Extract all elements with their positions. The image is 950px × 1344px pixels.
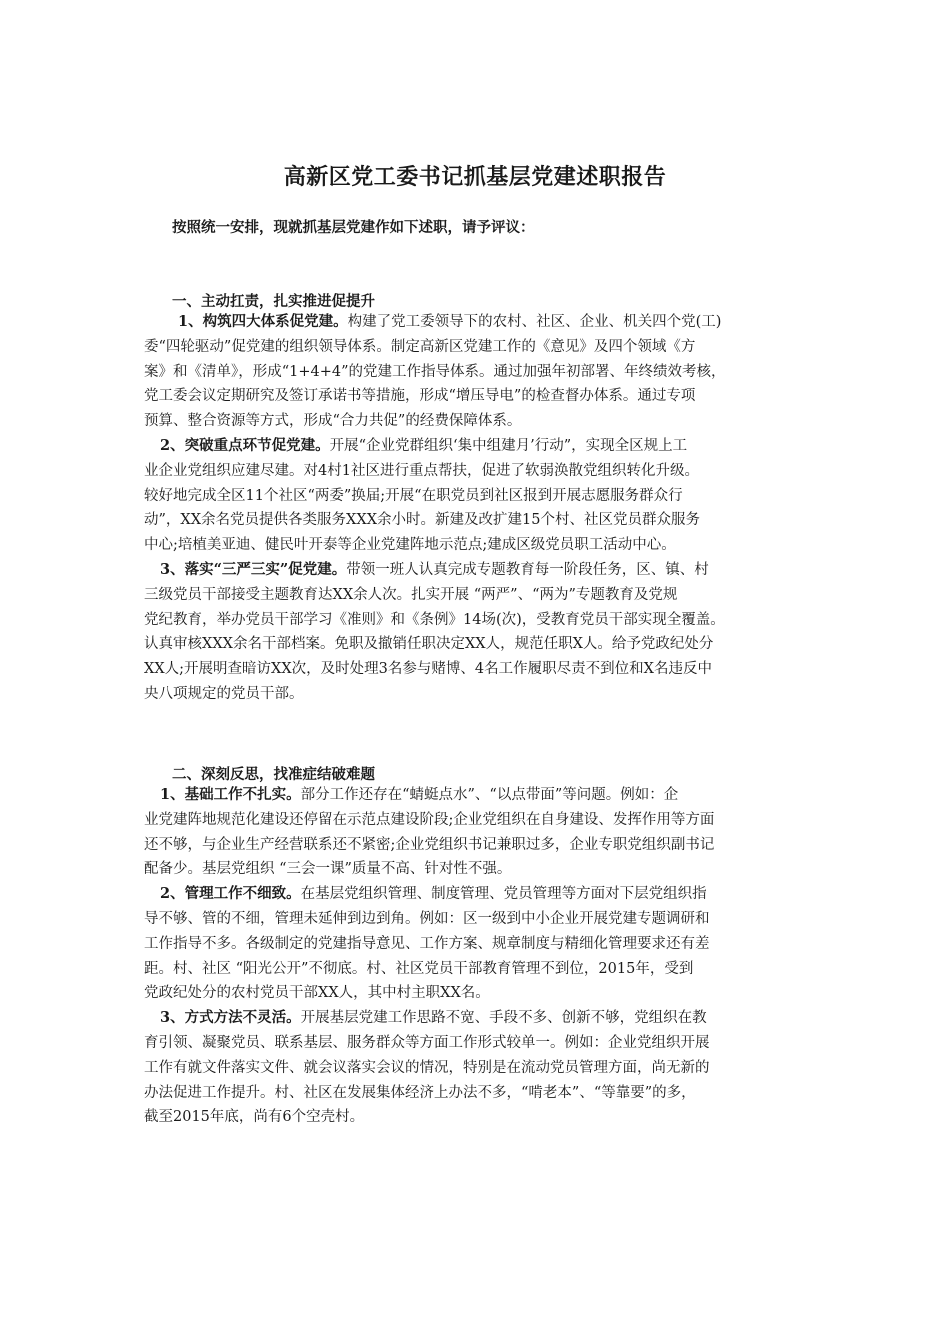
paragraph-line: 案》和《清单》，形成“1+4+4”的党建工作指导体系。通过加强年初部署、年终绩效考核， [144,363,726,380]
section-1-heading: 一、主动扛责，扎实推进促提升 [172,293,375,310]
paragraph-line: 业党建阵地规范化建设还停留在示范点建设阶段;企业党组织在自身建设、发挥作用等方面 [144,811,715,828]
paragraph-line: 党政纪处分的农村党员干部XX人，其中村主职XX名。 [144,985,490,1002]
section-2-body [144,783,814,1130]
paragraph-line: 2、突破重点环节促党建。开展“企业党群组织‘集中组建月’行动”，实现全区规上工 [160,436,688,454]
paragraph-line: 距。村、社区 “阳光公开”不彻底。村、社区党员干部教育管理不到位，2015年，受到 [144,960,694,977]
paragraph-line: 工作指导不多。各级制定的党建指导意见、工作方案、规章制度与精细化管理要求还有差 [144,935,710,952]
intro-paragraph: 按照统一安排，现就抓基层党建作如下述职，请予评议： [172,219,535,236]
section-1-body [144,310,814,707]
paragraph-line: 预算、整合资源等方式，形成“合力共促”的经费保障体系。 [144,413,522,430]
paragraph-line: 配备少。基层党组织 “三会一课”质量不高、针对性不强。 [144,861,512,878]
item-heading: 3、方式方法不灵活。 [160,1009,301,1027]
paragraph-line: 认真审核XXX余名干部档案。免职及撤销任职决定XX人，规范任职X人。给予党政纪处分 [144,636,714,653]
paragraph-line: 业企业党组织应建尽建。对4村1社区进行重点帮扶，促进了软弱涣散党组织转化升级。 [144,462,699,479]
paragraph-line: 中心;培植美亚迪、健民叶开泰等企业党建阵地示范点;建成区级党员职工活动中心。 [144,537,676,554]
paragraph-line: 央八项规定的党员干部。 [144,685,304,702]
item-heading: 1、基础工作不扎实。 [160,786,301,803]
paragraph-line: 育引领、凝聚党员、联系基层、服务群众等方面工作形式较单一。例如：企业党组织开展 [144,1034,710,1051]
section-2-heading: 二、深刻反思，找准症结破难题 [172,766,375,783]
paragraph-line: 党纪教育，举办党员干部学习《准则》和《条例》14场(次)，受教育党员干部实现全覆盖。 [144,611,725,628]
paragraph-line: 工作有就文件落实文件、就会议落实会议的情况，特别是在流动党员管理方面，尚无新的 [144,1059,710,1076]
item-heading: 2、管理工作不细致。 [160,885,301,903]
paragraph-line: 1、构筑四大体系促党建。构建了党工委领导下的农村、社区、企业、机关四个党(工) [178,313,722,330]
document-title: 高新区党工委书记抓基层党建述职报告 [283,164,667,190]
item-heading: 2、突破重点环节促党建。 [160,436,330,454]
paragraph-line: 党工委会议定期研究及签订承诺书等措施，形成“增压导电”的检查督办体系。通过专项 [144,388,696,405]
paragraph-line: 3、方式方法不灵活。开展基层党建工作思路不宽、手段不多、创新不够，党组织在教 [160,1009,707,1027]
paragraph-line: 1、基础工作不扎实。部分工作还存在“蜻蜓点水”、“以点带面”等问题。例如：企 [160,786,679,803]
paragraph-line: 还不够，与企业生产经营联系还不紧密;企业党组织书记兼职过多，企业专职党组织副书记 [144,836,715,853]
paragraph-line: XX人;开展明查暗访XX次，及时处理3名参与赌博、4名工作履职尽责不到位和X名违反中 [144,661,712,678]
item-heading: 1、构筑四大体系促党建。 [178,313,348,330]
paragraph-line: 2、管理工作不细致。在基层党组织管理、制度管理、党员管理等方面对下层党组织指 [160,885,707,903]
paragraph-line: 3、落实“三严三实”促党建。带领一班人认真完成专题教育每一阶段任务，区、镇、村 [160,560,709,578]
paragraph-line: 三级党员干部接受主题教育达XX余人次。扎实开展 “两严”、“两为”专题教育及党规 [144,586,678,603]
item-heading: 3、落实“三严三实”促党建。 [160,560,347,578]
paragraph-line: 动”，XX余名党员提供各类服务XXX余小时。新建及改扩建15个村、社区党员群众服务 [144,512,700,529]
paragraph-line: 导不够、管的不细，管理未延伸到边到角。例如：区一级到中小企业开展党建专题调研和 [144,910,710,927]
paragraph-line: 截至2015年底，尚有6个空壳村。 [144,1109,365,1126]
paragraph-line: 较好地完成全区11个社区“两委”换届;开展“在职党员到社区报到开展志愿服务群众行 [144,487,683,504]
paragraph-line: 委“四轮驱动”促党建的组织领导体系。制定高新区党建工作的《意见》及四个领域《方 [144,338,696,355]
paragraph-line: 办法促进工作提升。村、社区在发展集体经济上办法不多，“啃老本”、“等靠要”的多， [144,1084,696,1101]
